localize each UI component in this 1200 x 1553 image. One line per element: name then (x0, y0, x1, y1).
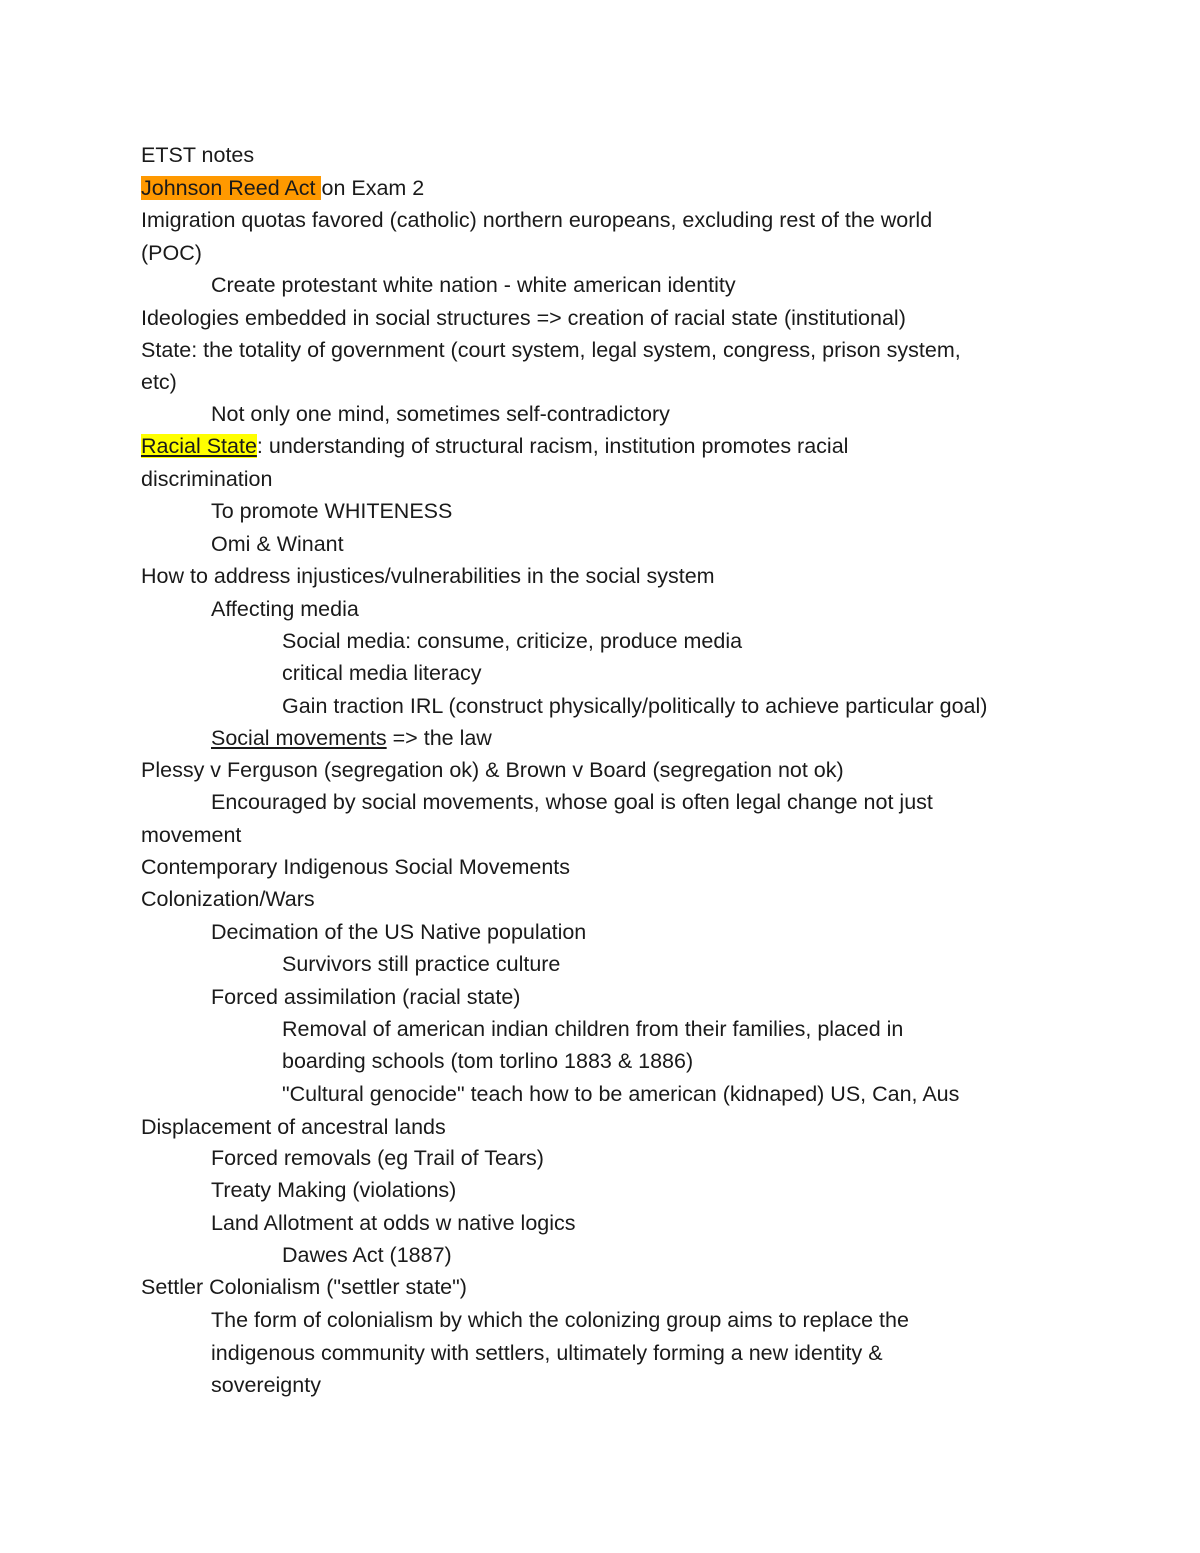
note-line: Colonization/Wars (141, 887, 315, 911)
underlined-social-movements: Social movements (211, 726, 387, 750)
note-line: State: the totality of government (court system, legal system, congress, prison system, (141, 338, 961, 362)
note-line: Forced removals (eg Trail of Tears) (211, 1146, 544, 1170)
note-line: movement (141, 823, 242, 847)
johnson-reed-line (141, 175, 424, 201)
note-line: discrimination (141, 467, 273, 491)
note-line: Forced assimilation (racial state) (211, 985, 521, 1009)
document-title: ETST notes (141, 143, 255, 167)
note-line: sovereignty (211, 1373, 321, 1397)
note-line: Removal of american indian children from their families, placed in (282, 1017, 904, 1041)
note-line: The form of colonialism by which the colonizing group aims to replace the (211, 1308, 909, 1332)
highlight-racial-state: Racial State (141, 434, 257, 458)
social-movements-line (211, 725, 492, 751)
note-line: Dawes Act (1887) (282, 1243, 452, 1267)
johnson-reed-rest: on Exam 2 (321, 176, 425, 200)
note-line: Omi & Winant (211, 532, 344, 556)
racial-state-line (141, 433, 848, 459)
note-line: Encouraged by social movements, whose goal is often legal change not just (211, 790, 933, 814)
note-line: Gain traction IRL (construct physically/politically to achieve particular goal) (282, 694, 988, 718)
note-line: critical media literacy (282, 661, 482, 685)
note-line: Survivors still practice culture (282, 952, 561, 976)
note-line: Create protestant white nation - white american identity (211, 273, 736, 297)
note-line: etc) (141, 370, 177, 394)
note-line: Imigration quotas favored (catholic) northern europeans, excluding rest of the world (141, 208, 933, 232)
note-line: Decimation of the US Native population (211, 920, 587, 944)
note-line: Plessy v Ferguson (segregation ok) & Brown v Board (segregation not ok) (141, 758, 844, 782)
highlight-johnson-reed-act: Johnson Reed Act (141, 176, 322, 200)
note-line: How to address injustices/vulnerabilities in the social system (141, 564, 715, 588)
note-line: Treaty Making (violations) (211, 1178, 457, 1202)
note-line: Ideologies embedded in social structures => creation of racial state (institutional) (141, 306, 906, 330)
note-line: Contemporary Indigenous Social Movements (141, 855, 571, 879)
racial-state-rest: : understanding of structural racism, institution promotes racial (256, 434, 849, 458)
note-line: Affecting media (211, 597, 359, 621)
note-line: Social media: consume, criticize, produce media (282, 629, 743, 653)
social-movements-rest: => the law (386, 726, 492, 750)
note-line: To promote WHITENESS (211, 499, 453, 523)
note-line: "Cultural genocide" teach how to be american (kidnaped) US, Can, Aus (282, 1082, 960, 1106)
note-line: (POC) (141, 241, 202, 265)
note-line: Settler Colonialism ("settler state") (141, 1275, 467, 1299)
note-line: Not only one mind, sometimes self-contradictory (211, 402, 670, 426)
note-line: boarding schools (tom torlino 1883 & 1886) (282, 1049, 694, 1073)
note-line: indigenous community with settlers, ultimately forming a new identity & (211, 1341, 883, 1365)
note-line: Land Allotment at odds w native logics (211, 1211, 576, 1235)
note-line: Displacement of ancestral lands (141, 1115, 446, 1139)
